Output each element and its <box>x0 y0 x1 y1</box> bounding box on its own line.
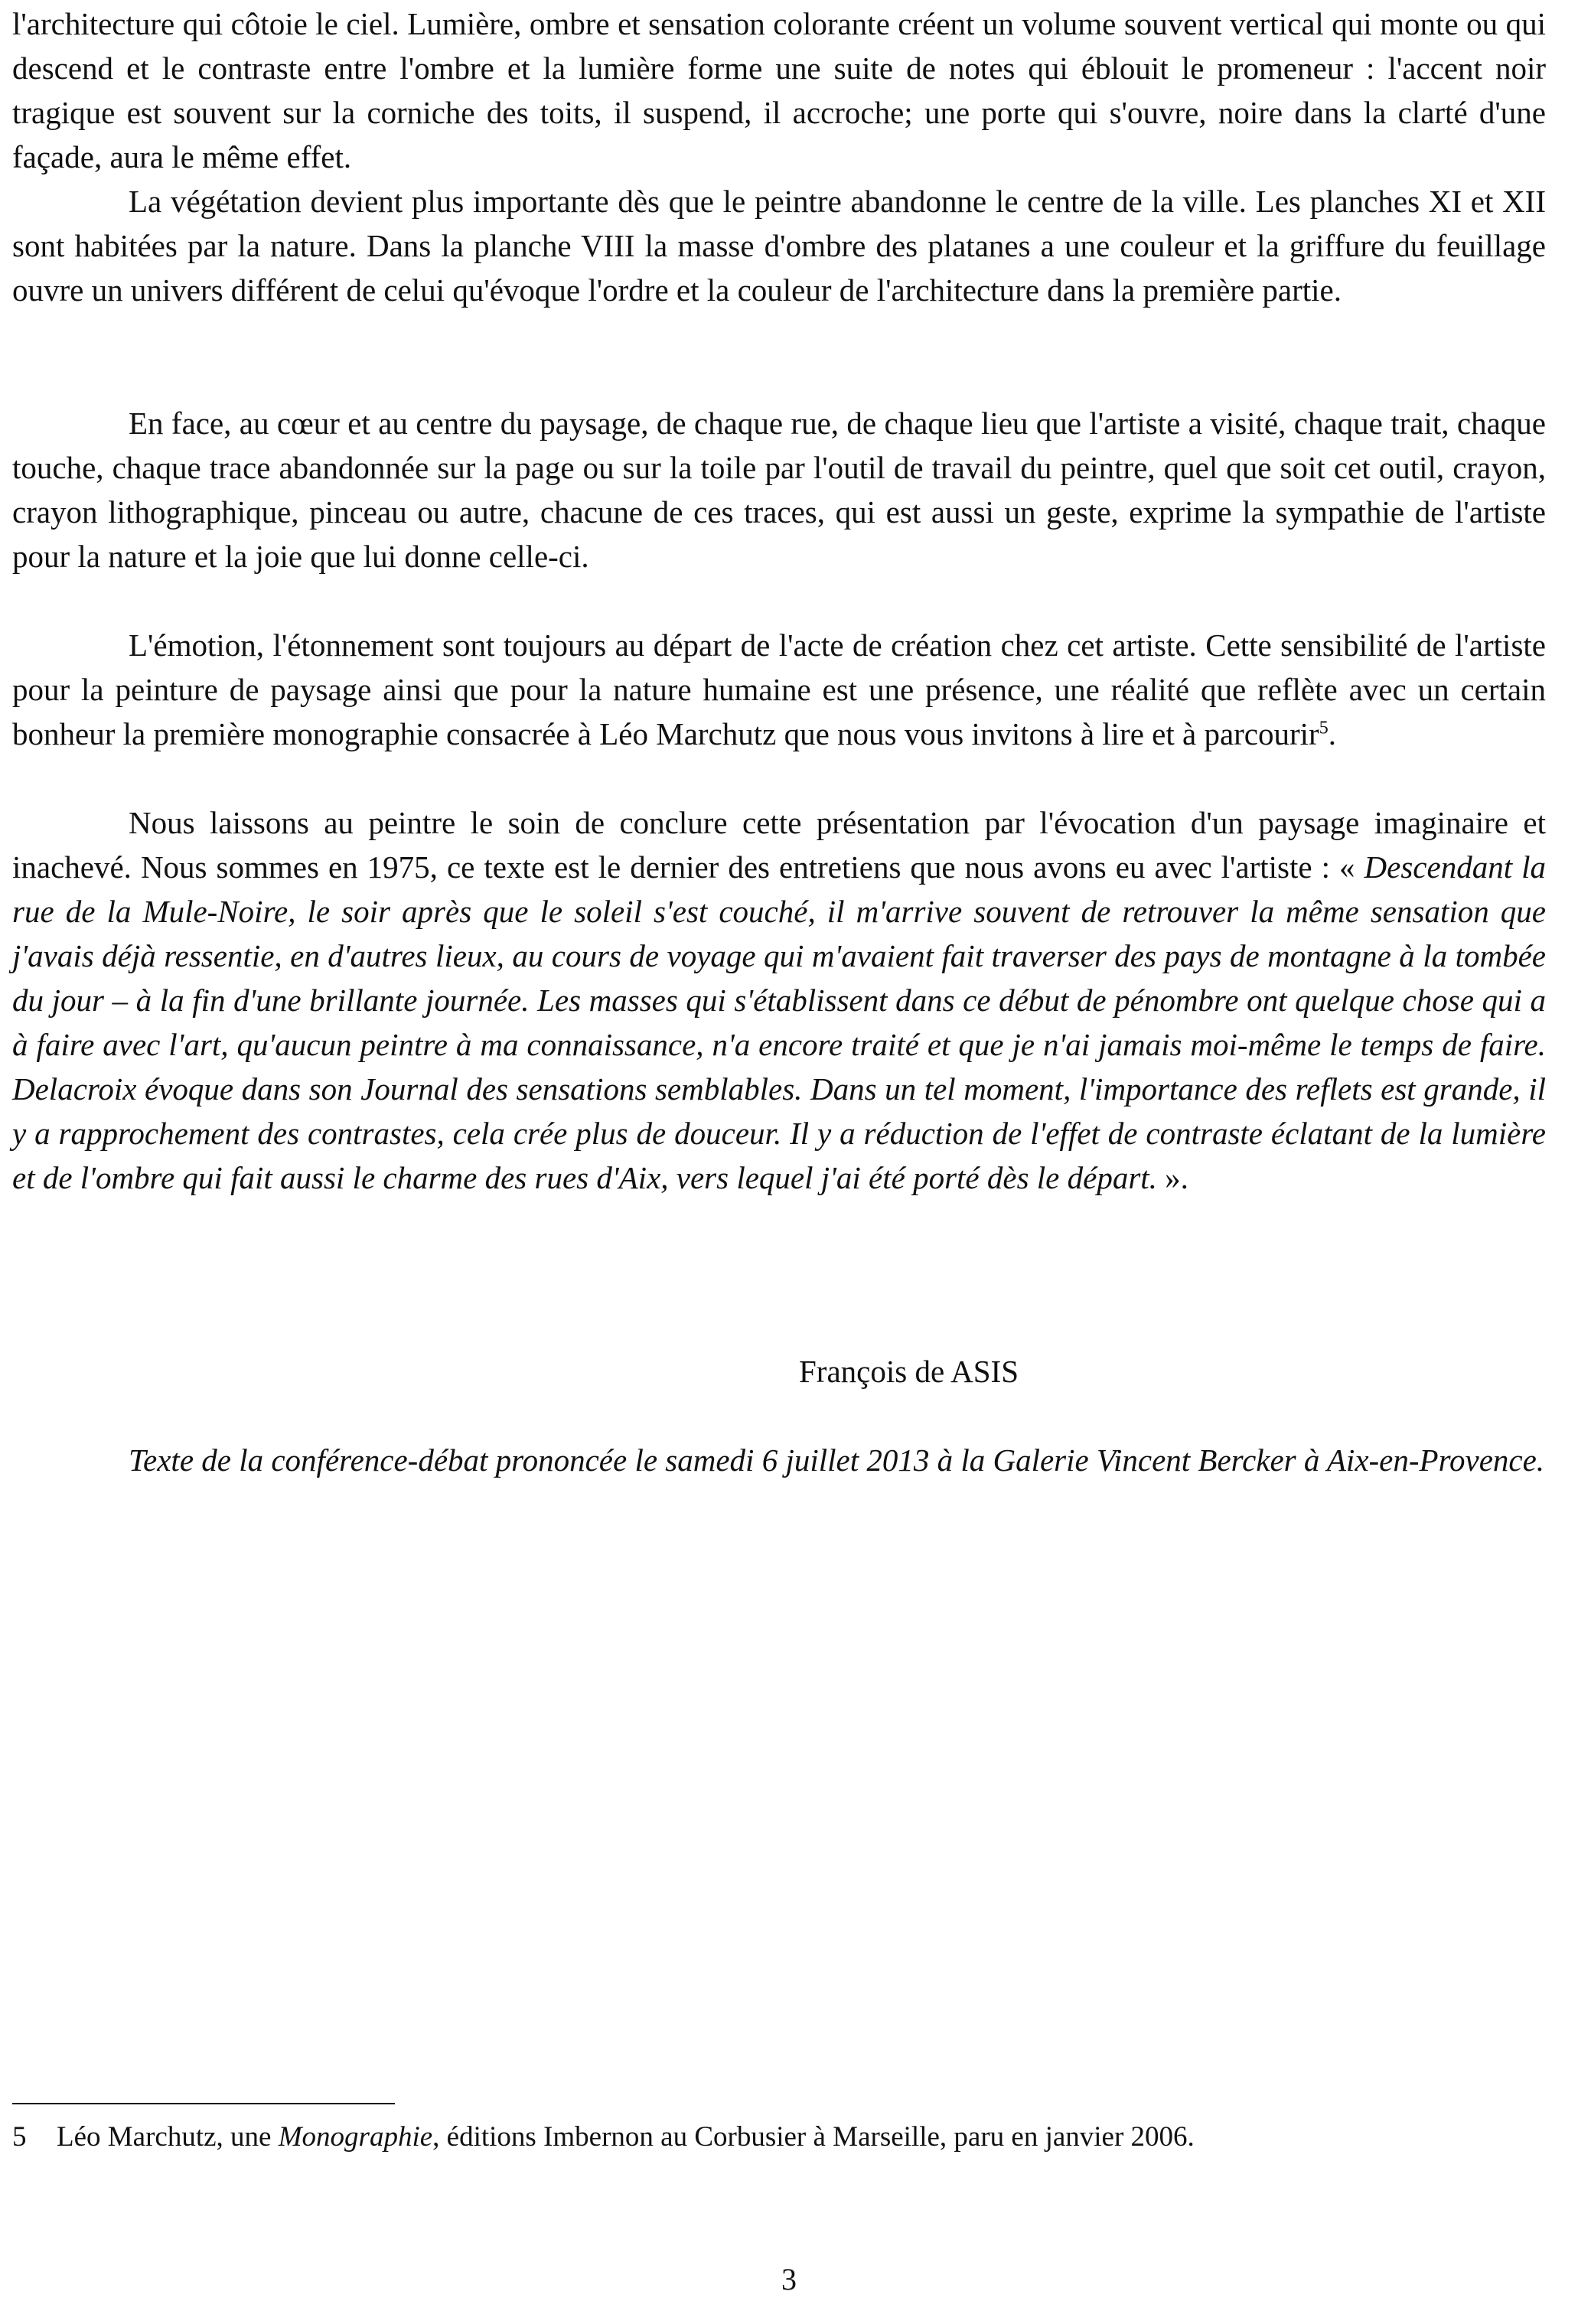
paragraph-vegetation <box>12 179 1546 312</box>
author-signature: François de ASIS <box>799 1354 1019 1389</box>
text-segment: L'émotion, l'étonnement sont toujours au départ de l'acte de création chez cet artiste. Cette sensibilité de l'artiste pour la peinture de paysage ainsi que pour la nature humaine est une présence, une réalité que reflète avec un certain bonheur la première monographie consacrée à Léo Marchutz que nous vous invitons à lire et à parcourir <box>12 627 1546 751</box>
footnote-separator <box>12 2103 395 2104</box>
italic-text: Monographie <box>278 2121 433 2153</box>
page-number: 3 <box>781 2262 797 2296</box>
text-segment: Nous laissons au peintre le soin de conclure cette présentation par l'évocation d'un paysage imaginaire et inachevé. Nous sommes en 1975, ce texte est le dernier des entretiens que nous avons eu avec l'artiste : « <box>12 805 1546 885</box>
document-page <box>12 0 1546 2324</box>
text-segment: La végétation devient plus importante dès que le peintre abandonne le centre de la ville. Les planches XI et XII sont habitées par la nature. Dans la planche VIII la masse d'ombre des platanes a une couleur et la griffure du feuillage ouvre un univers différent de celui qu'évoque l'ordre et la couleur de l'architecture dans la première partie. <box>12 184 1546 308</box>
text-segment: Léo Marchutz, une <box>57 2121 279 2153</box>
text-segment: . <box>1328 716 1336 751</box>
paragraph-en-face <box>12 401 1546 579</box>
italic-text: Descendant la rue de la Mule-Noire, le soir après que le soleil s'est couché, il m'arrive souvent de retrouver la même sensation que j'avais déjà ressentie, en d'autres lieux, au cours de voyage qui m'avaient fait traverser des pays de montagne à la tombée du jour – à la fin d'une brillante journée. Les masses qui s'établissent dans ce début de pénombre ont quelque chose qui a à faire avec l'art, qu'aucun peintre à ma connaissance, n'a encore traité et que je n'ai jamais moi-même le temps de faire. Delacroix évoque dans son Journal des sensations semblables. Dans un tel moment, l'importance des reflets est grande, il y a rapprochement des contrastes, cela crée plus de douceur. Il y a réduction de l'effet de contraste éclatant de la lumière et de l'ombre qui fait aussi le charme des rues d'Aix, vers lequel j'ai été porté dès le départ. <box>12 849 1546 1195</box>
text-segment: l'architecture qui côtoie le ciel. Lumière, ombre et sensation colorante créent un volume souvent vertical qui monte ou qui descend et le contraste entre l'ombre et la lumière forme une suite de notes qui éblouit le promeneur : l'accent noir tragique est souvent sur la corniche des toits, il suspend, il accroche; une porte qui s'ouvre, noire dans la clarté d'une façade, aura le même effet. <box>12 6 1546 174</box>
footnote-reference: 5 <box>1319 718 1329 738</box>
conference-note: Texte de la conférence-débat prononcée le samedi 6 juillet 2013 à la Galerie Vincent Bercker à Aix-en-Provence. <box>129 1442 1545 1478</box>
paragraph-architecture <box>12 2 1546 179</box>
footnote-text <box>57 2121 1195 2153</box>
footnote <box>12 2120 1546 2155</box>
text-segment: ». <box>1156 1160 1188 1195</box>
text-segment: En face, au cœur et au centre du paysage, de chaque rue, de chaque lieu que l'artiste a visité, chaque trait, chaque touche, chaque trace abandonnée sur la page ou sur la toile par l'outil de travail du peintre, quel que soit cet outil, crayon, crayon lithographique, pinceau ou autre, chacune de ces traces, qui est aussi un geste, exprime la sympathie de l'artiste pour la nature et la joie que lui donne celle-ci. <box>12 406 1546 574</box>
text-segment: , éditions Imbernon au Corbusier à Marseille, paru en janvier 2006. <box>432 2121 1195 2153</box>
paragraph-conclusion-quote <box>12 800 1546 1200</box>
paragraph-emotion <box>12 623 1546 756</box>
footnote-number: 5 <box>12 2121 27 2153</box>
